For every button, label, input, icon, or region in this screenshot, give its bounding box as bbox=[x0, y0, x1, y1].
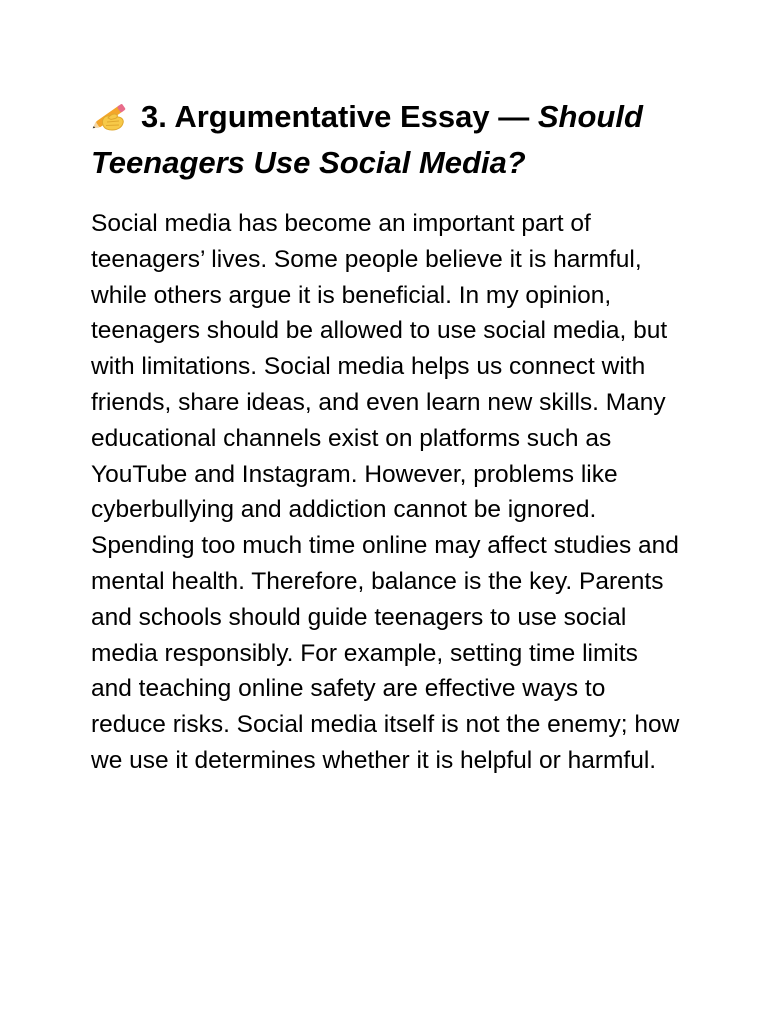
essay-title: 3. Argumentative Essay — bbox=[141, 99, 530, 134]
essay-body: Social media has become an important part of teenagers’ lives. Some people believe it is harmful, while others argue it is beneficial. In my opinion, teenagers should be allowed to use social media, but with limitations. Social media helps us connect with friends, share ideas, and even learn new skills. Many educational channels exist on platforms such as YouTube and Instagram. However, problems like cyberbullying and addiction cannot be ignored. Spending too much time online may affect studies and mental health. Therefore, balance is the key. Parents and schools should guide teenagers to use social media responsibly. For example, setting time limits and teaching online safety are effective ways to reduce risks. Social media itself is not the enemy; how we use it determines whether it is helpful or harmful. bbox=[91, 210, 680, 774]
essay-heading bbox=[91, 94, 681, 186]
essay-subtitle: Should Teenagers Use Social Media? bbox=[91, 99, 643, 180]
writing-hand-icon bbox=[91, 99, 131, 133]
document-page bbox=[91, 94, 681, 779]
